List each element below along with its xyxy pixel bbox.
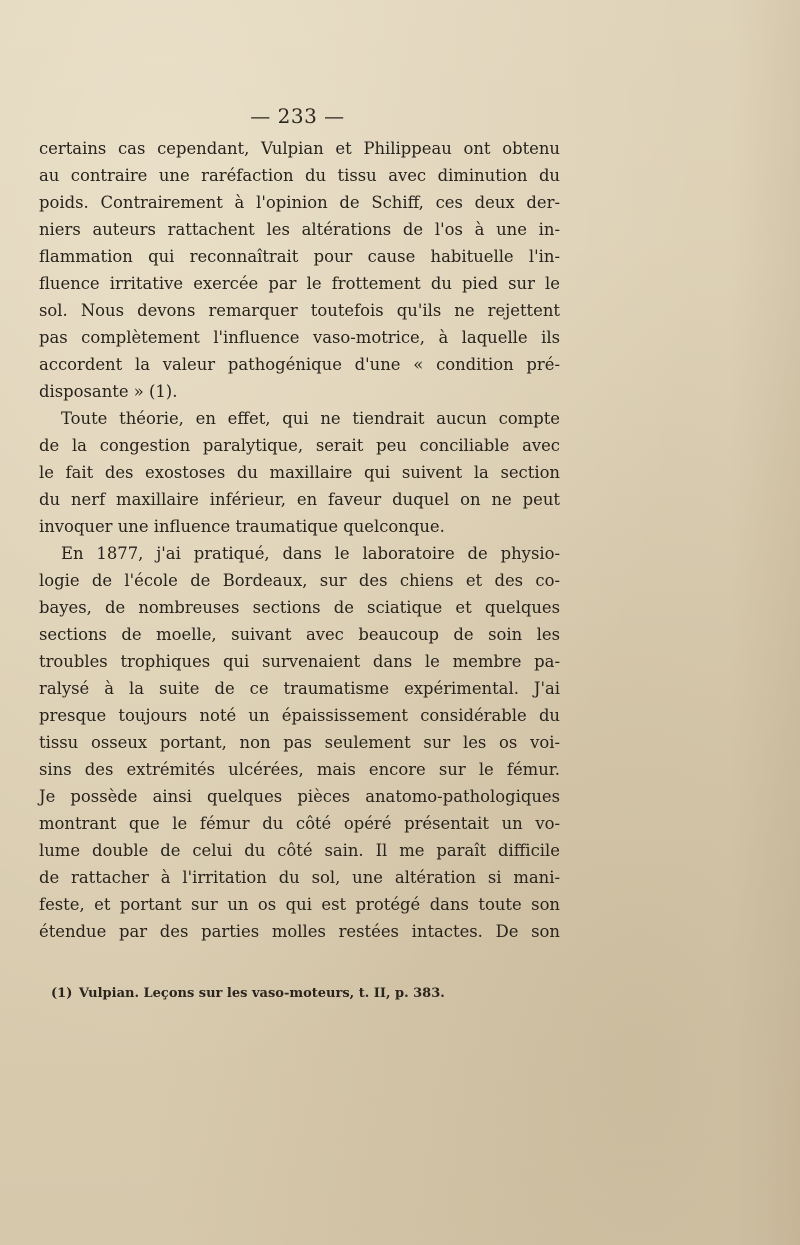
text-line: accordent la valeur pathogénique d'une « condition pré- (39, 355, 560, 374)
text-line: lume double de celui du côté sain. Il me paraît difficile (39, 841, 560, 860)
text-line: sections de moelle, suivant avec beaucoup de soin les (39, 625, 560, 644)
text-line: poids. Contrairement à l'opinion de Schiff, ces deux der- (39, 193, 560, 212)
text-line: presque toujours noté un épaississement considérable du (39, 706, 560, 725)
footnote-mark: (1) (51, 986, 73, 1001)
text-line: invoquer une influence traumatique quelconque. (39, 517, 445, 536)
text-line: sol. Nous devons remarquer toutefois qu'ils ne rejettent (39, 301, 560, 320)
body-text (39, 135, 560, 945)
text-line: du nerf maxillaire inférieur, en faveur duquel on ne peut (39, 490, 560, 509)
text-line: flammation qui reconnaîtrait pour cause habituelle l'in- (39, 247, 560, 266)
text-line: logie de l'école de Bordeaux, sur des chiens et des co- (39, 571, 560, 590)
text-line: fluence irritative exercée par le frottement du pied sur le (39, 274, 560, 293)
text-line: troubles trophiques qui survenaient dans le membre pa- (39, 652, 560, 671)
text-line: disposante » (1). (39, 382, 178, 401)
text-line: ralysé à la suite de ce traumatisme expérimental. J'ai (39, 679, 560, 698)
text-line: au contraire une raréfaction du tissu avec diminution du (39, 166, 560, 185)
text-line: Je possède ainsi quelques pièces anatomo-pathologiques (39, 787, 560, 806)
text-line: de la congestion paralytique, serait peu conciliable avec (39, 436, 560, 455)
text-line: le fait des exostoses du maxillaire qui suivent la section (39, 463, 560, 482)
text-line: de rattacher à l'irritation du sol, une altération si mani- (39, 868, 560, 887)
text-line: niers auteurs rattachent les altérations de l'os à une in- (39, 220, 560, 239)
text-line: montrant que le fémur du côté opéré présentait un vo- (39, 814, 560, 833)
text-line: En 1877, j'ai pratiqué, dans le laboratoire de physio- (61, 544, 560, 563)
footnote (51, 986, 551, 1001)
text-line: sins des extrémités ulcérées, mais encore sur le fémur. (39, 760, 560, 779)
text-line: pas complètement l'influence vaso-motrice, à laquelle ils (39, 328, 560, 347)
text-line: certains cas cependant, Vulpian et Philippeau ont obtenu (39, 139, 560, 158)
text-line: Toute théorie, en effet, qui ne tiendrait aucun compte (61, 409, 560, 428)
footnote-text: Vulpian. Leçons sur les vaso-moteurs, t. II, p. 383. (78, 986, 445, 1001)
page-edge-shadow (730, 0, 800, 1245)
text-line: bayes, de nombreuses sections de sciatique et quelques (39, 598, 560, 617)
page-number: — 233 — (250, 104, 345, 128)
text-line: feste, et portant sur un os qui est protégé dans toute son (39, 895, 560, 914)
text-line: tissu osseux portant, non pas seulement sur les os voi- (39, 733, 560, 752)
text-line: étendue par des parties molles restées intactes. De son (39, 922, 560, 941)
